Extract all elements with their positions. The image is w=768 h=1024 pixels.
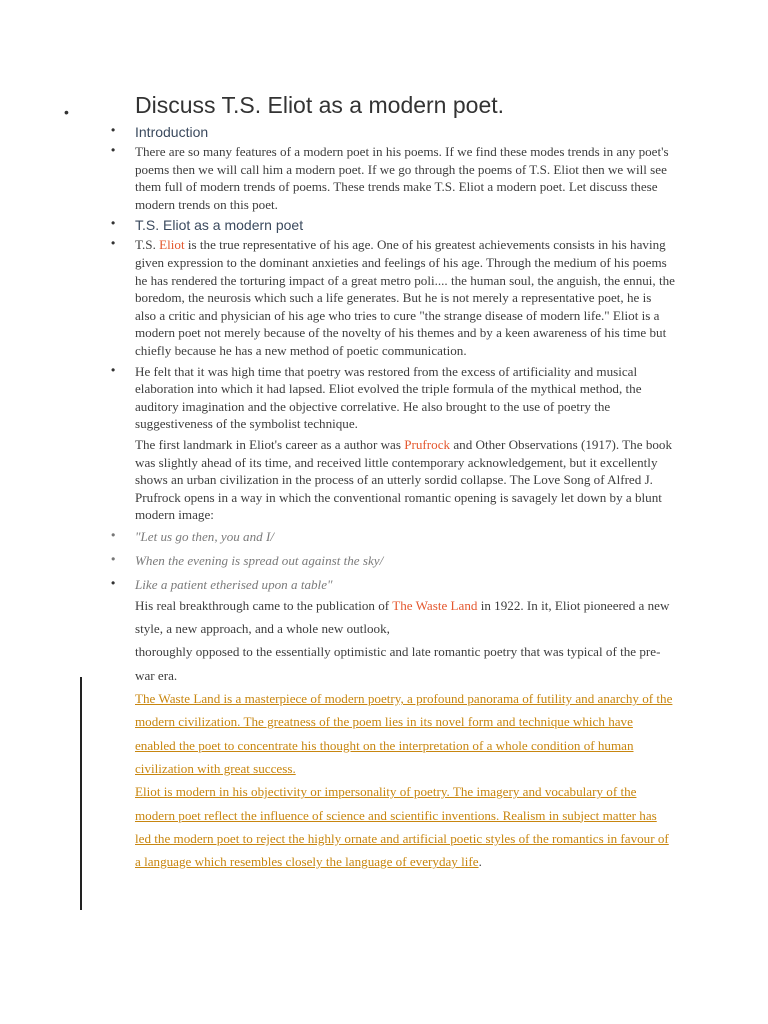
bullet: • xyxy=(111,123,116,137)
quote-line-3: Like a patient etherised upon a table" xyxy=(135,576,333,592)
objectivity-link-paragraph xyxy=(135,780,675,873)
modern-poet-heading: T.S. Eliot as a modern poet xyxy=(135,217,304,234)
representative-paragraph xyxy=(135,236,675,359)
list-item-quote-1 xyxy=(111,527,675,546)
paragraph-text: in 1922. In it, Eliot pioneered a new style, a new approach, and a whole new outlook, xyxy=(135,597,670,637)
paragraph-text: is the true representative of his age. One of his greatest achievements consists in his having given expression to the dominant anxieties and feelings of his age. Through the medium of his poems he has rendered the torturing impact of a great metro poli.... the human soul, the anguish, the ennui, the boredom, the neurosis which such a life generates. But he is not merely a representative poet, he is also a critic and physician of his age who tries to cure "the strange disease of modern life." Eliot is a modern poet not merely because of the novelty of his themes and by a keen awareness of his time but chiefly because he has a new method of poetic communication. xyxy=(135,237,675,358)
quote-line-1: "Let us go then, you and I/ xyxy=(135,528,274,544)
waste-land-accent-text: The Waste Land xyxy=(392,597,478,613)
bullet: • xyxy=(111,551,116,566)
masterpiece-link-paragraph xyxy=(135,687,675,780)
list-item-quote-2 xyxy=(111,551,675,570)
paragraph-prefix: His real breakthrough came to the publication of xyxy=(135,597,393,613)
waste-land-paragraph xyxy=(135,594,675,641)
intro-paragraph: There are so many features of a modern poet in his poems. If we find these modes trends in any poet's poems then we will call him a modern poet. If we go through the poems of T.S. Eliot then we will see them full of modern trends of poems. These trends make T.S. Eliot a modern poet. Let discuss these modern trends on this poet. xyxy=(135,144,669,212)
list-item-modern-heading xyxy=(111,216,675,234)
bullet: • xyxy=(111,362,116,377)
content-list xyxy=(111,122,675,873)
list-item-representative xyxy=(111,236,675,359)
paragraph-prefix: The first landmark in Eliot's career as a author was xyxy=(135,436,405,452)
bullet: • xyxy=(111,236,116,251)
pre-war-paragraph: thoroughly opposed to the essentially optimistic and late romantic poetry that was typical of the pre-war era. xyxy=(135,644,661,683)
bullet: • xyxy=(111,527,116,542)
paragraph-prefix: T.S. xyxy=(135,237,160,253)
intro-heading: Introduction xyxy=(135,124,209,140)
page-title: Discuss T.S. Eliot as a modern poet. xyxy=(135,92,505,118)
objectivity-link[interactable]: Eliot is modern in his objectivity or impersonality of poetry. The imagery and vocabulary of the modern poet reflect the influence of science and scientific inventions. Realism in subject matter has led the modern poet to reject the highly ornate and artificial poetic styles of the romantics in favour of a language which resembles closely the language of everyday life xyxy=(135,784,669,870)
paragraph-end: . xyxy=(478,854,482,870)
list-item-breakthrough xyxy=(111,362,675,524)
eliot-accent-text: Eliot xyxy=(159,237,185,253)
first-landmark-paragraph xyxy=(135,436,675,524)
paragraph-text: and Other Observations (1917). The book was slightly ahead of its time, and received little contemporary acknowledgement, but it excellently shows an urban civilization in the process of an utterly sordid collapse. The Love Song of Alfred J. Prufrock opens in a way in which the conventional romantic opening is savagely let down by a blunt modern image: xyxy=(135,436,673,523)
quote-line-2: When the evening is spread out against the sky/ xyxy=(135,552,384,568)
masterpiece-link[interactable]: The Waste Land is a masterpiece of modern poetry, a profound panorama of futility and anarchy of the modern civilization. The greatness of the poem lies in its novel form and technique which have enabled the poet to concentrate his thought on the interpretation of a whole condition of human civilization with great success. xyxy=(135,691,673,776)
list-item-quote-3 xyxy=(111,575,675,874)
bullet: • xyxy=(111,216,116,231)
bullet: • xyxy=(111,143,116,157)
outer-bullet: • xyxy=(64,104,69,120)
restoration-paragraph: He felt that it was high time that poetry was restored from the excess of artificiality and musical elaboration into which it had lapsed. Eliot evolved the triple formula of the mythical method, the auditory imagination and the objective correlative. He also brought to the use of poetry the suggestiveness of the symbolist technique. xyxy=(135,363,642,432)
list-item-intro-heading xyxy=(111,123,675,141)
bullet: • xyxy=(111,575,116,590)
margin-change-bar xyxy=(80,677,82,910)
list-item-intro-text xyxy=(111,143,675,213)
prufrock-accent-text: Prufrock xyxy=(404,436,451,452)
